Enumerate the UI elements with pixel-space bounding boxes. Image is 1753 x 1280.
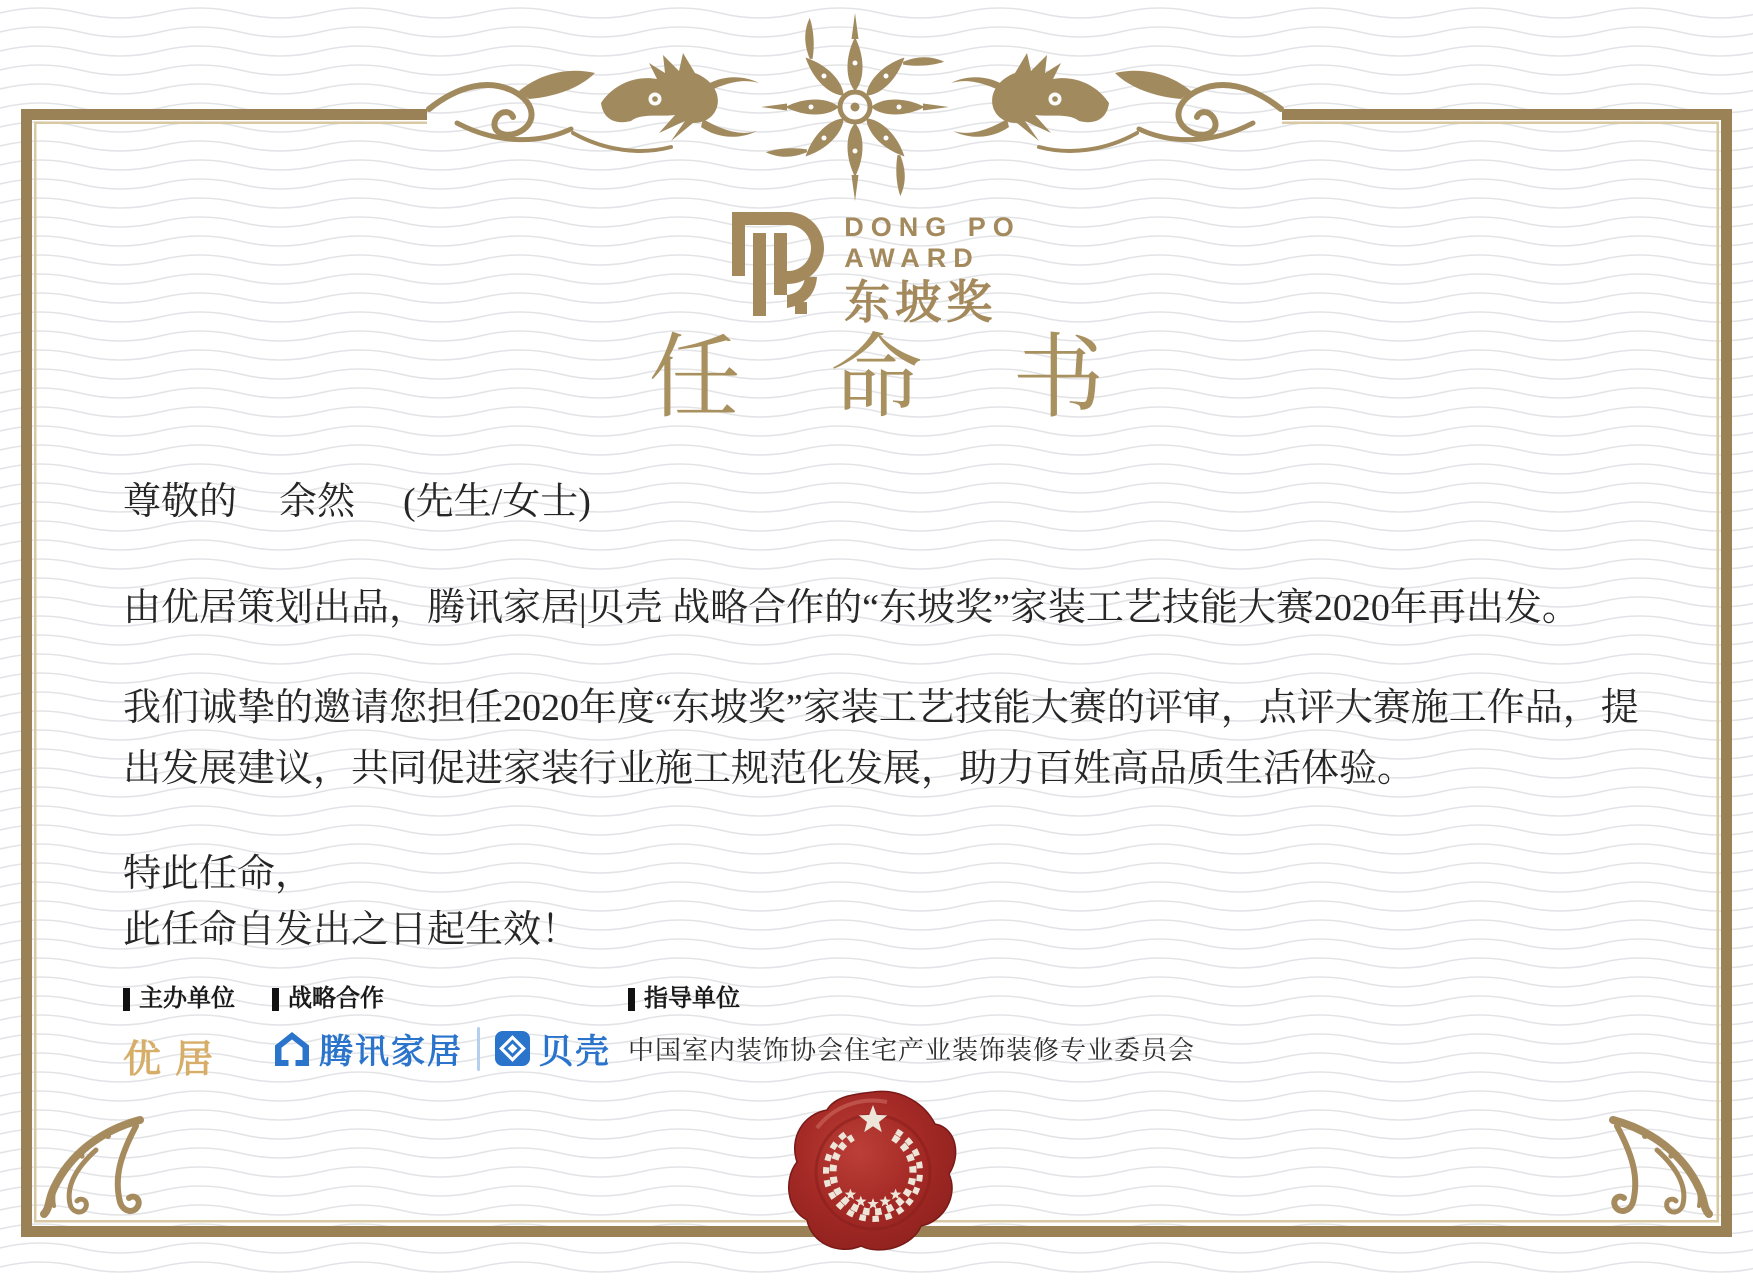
salutation-prefix: 尊敬的 [123,481,238,523]
guidance-label: 指导单位 [644,985,740,1012]
paragraph-intro: 由优居策划出品，腾讯家居|贝壳 战略合作的“东坡奖”家装工艺技能大赛2020年再出发。 [123,587,1580,629]
certificate-title [0,327,1753,429]
dongpo-logo-mark-icon [732,212,824,316]
logo-name-en-line2: AWARD [844,243,980,273]
closing-line-2: 此任命自发出之日起生效！ [123,909,580,951]
strategic-partners-row [272,1024,611,1073]
footer-strategic [272,986,611,1073]
label-bar-icon [123,988,130,1011]
salutation-suffix: (先生/女士) [403,481,591,523]
title-char: 任 [648,327,741,429]
partner-divider [477,1027,480,1071]
footer-guidance [628,986,1195,1067]
partner-beike: 贝壳 [539,1033,611,1071]
youju-logo: 优居 [123,1039,228,1081]
organizer-label-row [123,986,235,1012]
footer-organizer [123,986,235,1083]
title-char: 命 [830,327,923,429]
guidance-organization: 中国室内装饰协会住宅产业装饰装修专业委员会 [628,1035,1196,1065]
recipient-name: 余然 [279,481,356,523]
salutation-line [123,470,1651,525]
strategic-label-row [272,986,611,1012]
closing-lines [123,846,1651,958]
partner-tencent-home: 腾讯家居 [319,1033,463,1071]
award-logo [0,212,1753,327]
closing-line-1: 特此任命， [123,853,314,895]
label-bar-icon [272,988,279,1011]
logo-name-en-line1: DONG PO [844,212,1021,242]
beike-icon [494,1030,531,1067]
logo-name-cn: 东坡奖 [844,276,998,328]
guidance-label-row [628,986,1195,1012]
strategic-label: 战略合作 [288,985,384,1012]
paragraph-invitation: 我们诚挚的邀请您担任2020年度“东坡奖”家装工艺技能大赛的评审，点评大赛施工作品，提出发展建议，共同促进家装行业施工规范化发展，助力百姓高品质生活体验。 [123,687,1639,790]
title-char: 书 [1012,327,1105,429]
tencent-home-icon [272,1029,312,1069]
organizer-label: 主办单位 [139,985,235,1012]
label-bar-icon [628,988,635,1011]
